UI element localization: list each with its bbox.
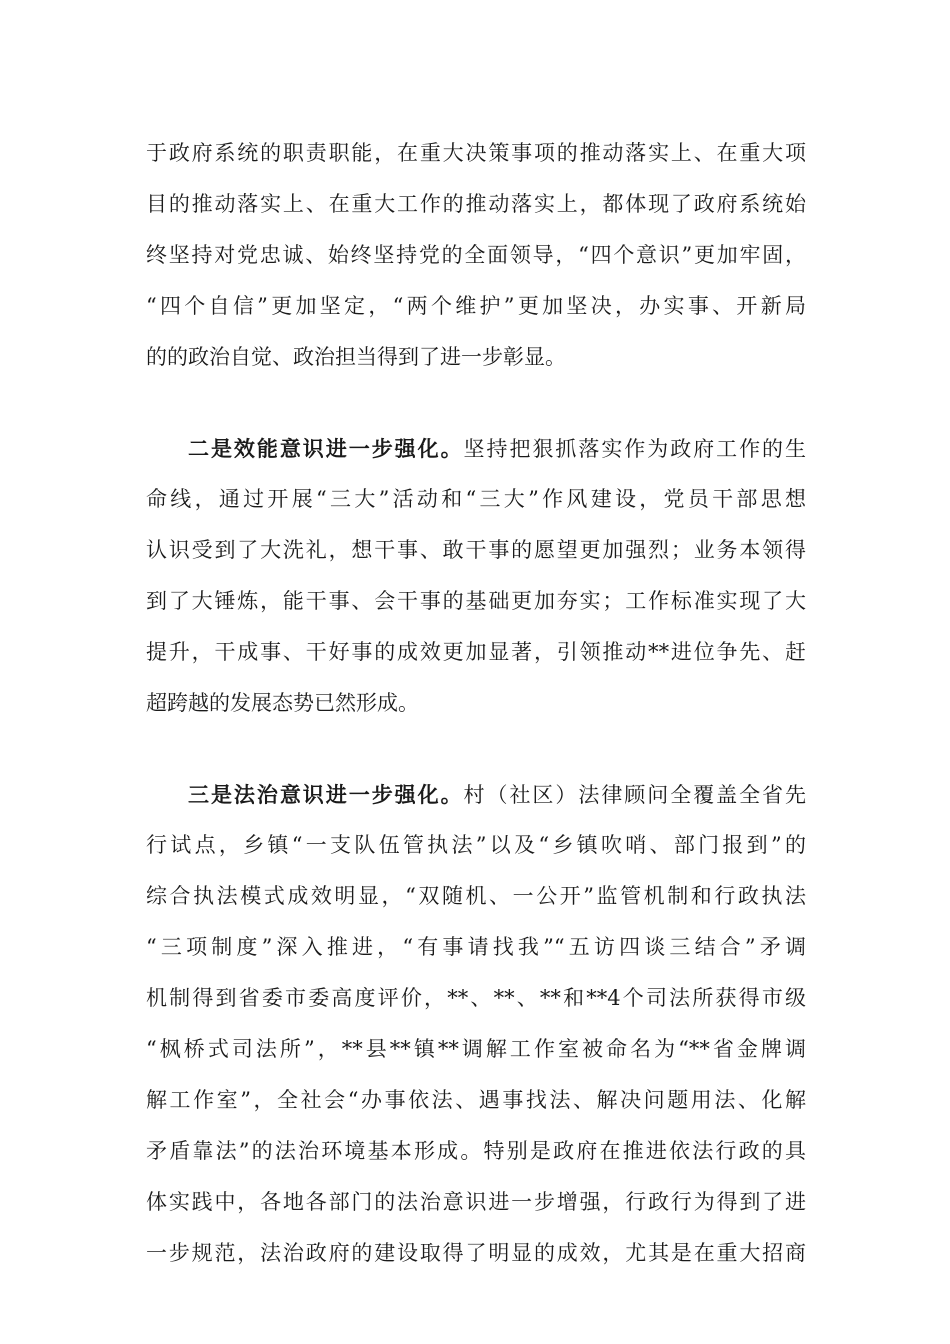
line-text: 一步规范，法治政府的建设取得了明显的成效，尤其是在重大招商 bbox=[146, 1241, 806, 1265]
line-text: 于政府系统的职责职能，在重大决策事项的推动落实上、在重大项 bbox=[146, 141, 806, 165]
paragraph-gap bbox=[146, 383, 806, 423]
line-text: 超跨越的发展态势已然形成。 bbox=[146, 691, 419, 715]
text-line bbox=[146, 576, 806, 627]
text-line bbox=[146, 230, 806, 281]
line-text: 体实践中，各地各部门的法治意识进一步增强，行政行为得到了进 bbox=[146, 1190, 806, 1214]
line-text: “枫桥式司法所”，**县**镇**调解工作室被命名为“**省金牌调 bbox=[146, 1037, 806, 1061]
line-text: 解工作室”，全社会“办事依法、遇事找法、解决问题用法、化解 bbox=[146, 1088, 806, 1112]
paragraph-3 bbox=[146, 769, 806, 1279]
line-text: 目的推动落实上、在重大工作的推动落实上，都体现了政府系统始 bbox=[146, 192, 806, 216]
text-line bbox=[146, 179, 806, 230]
text-line bbox=[146, 1177, 806, 1228]
paragraph-1 bbox=[146, 128, 806, 383]
text-line bbox=[146, 332, 806, 383]
line-text: 提升，干成事、干好事的成效更加显著，引领推动**进位争先、赶 bbox=[146, 640, 806, 664]
text-line bbox=[146, 820, 806, 871]
text-line bbox=[146, 474, 806, 525]
text-line bbox=[146, 1126, 806, 1177]
paragraph-gap bbox=[146, 729, 806, 769]
line-text: 坚持把狠抓落实作为政府工作的生 bbox=[463, 437, 807, 461]
line-text: 矛盾靠法”的法治环境基本形成。特别是政府在推进依法行政的具 bbox=[146, 1139, 806, 1163]
line-text: 认识受到了大洗礼，想干事、敢干事的愿望更加强烈；业务本领得 bbox=[146, 538, 806, 562]
text-line bbox=[146, 423, 806, 474]
text-line bbox=[146, 1024, 806, 1075]
document-body bbox=[146, 128, 806, 1279]
line-text: 终坚持对党忠诚、始终坚持党的全面领导，“四个意识”更加牢固， bbox=[146, 243, 806, 267]
text-line bbox=[146, 1075, 806, 1126]
line-text: “三项制度”深入推进，“有事请找我”“五访四谈三结合”矛调 bbox=[146, 935, 806, 959]
line-text: “四个自信”更加坚定，“两个维护”更加坚决，办实事、开新局 bbox=[146, 294, 806, 318]
text-line bbox=[146, 627, 806, 678]
paragraph-heading: 二是效能意识进一步强化。 bbox=[188, 436, 464, 461]
text-line bbox=[146, 525, 806, 576]
line-text: 到了大锤炼，能干事、会干事的基础更加夯实；工作标准实现了大 bbox=[146, 589, 806, 613]
paragraph-heading: 三是法治意识进一步强化。 bbox=[188, 782, 464, 807]
line-text: 命线，通过开展“三大”活动和“三大”作风建设，党员干部思想 bbox=[146, 487, 806, 511]
text-line bbox=[146, 1228, 806, 1279]
line-text: 机制得到省委市委高度评价，**、**、**和**4个司法所获得市级 bbox=[146, 986, 806, 1010]
text-line bbox=[146, 281, 806, 332]
line-text: 综合执法模式成效明显，“双随机、一公开”监管机制和行政执法 bbox=[146, 884, 806, 908]
text-line bbox=[146, 128, 806, 179]
text-line bbox=[146, 922, 806, 973]
line-text: 村（社区）法律顾问全覆盖全省先 bbox=[463, 783, 807, 807]
text-line bbox=[146, 678, 806, 729]
line-text: 的的政治自觉、政治担当得到了进一步彰显。 bbox=[146, 345, 566, 369]
text-line bbox=[146, 973, 806, 1024]
paragraph-2 bbox=[146, 423, 806, 729]
text-line bbox=[146, 769, 806, 820]
line-text: 行试点，乡镇“一支队伍管执法”以及“乡镇吹哨、部门报到”的 bbox=[146, 833, 806, 857]
text-line bbox=[146, 871, 806, 922]
